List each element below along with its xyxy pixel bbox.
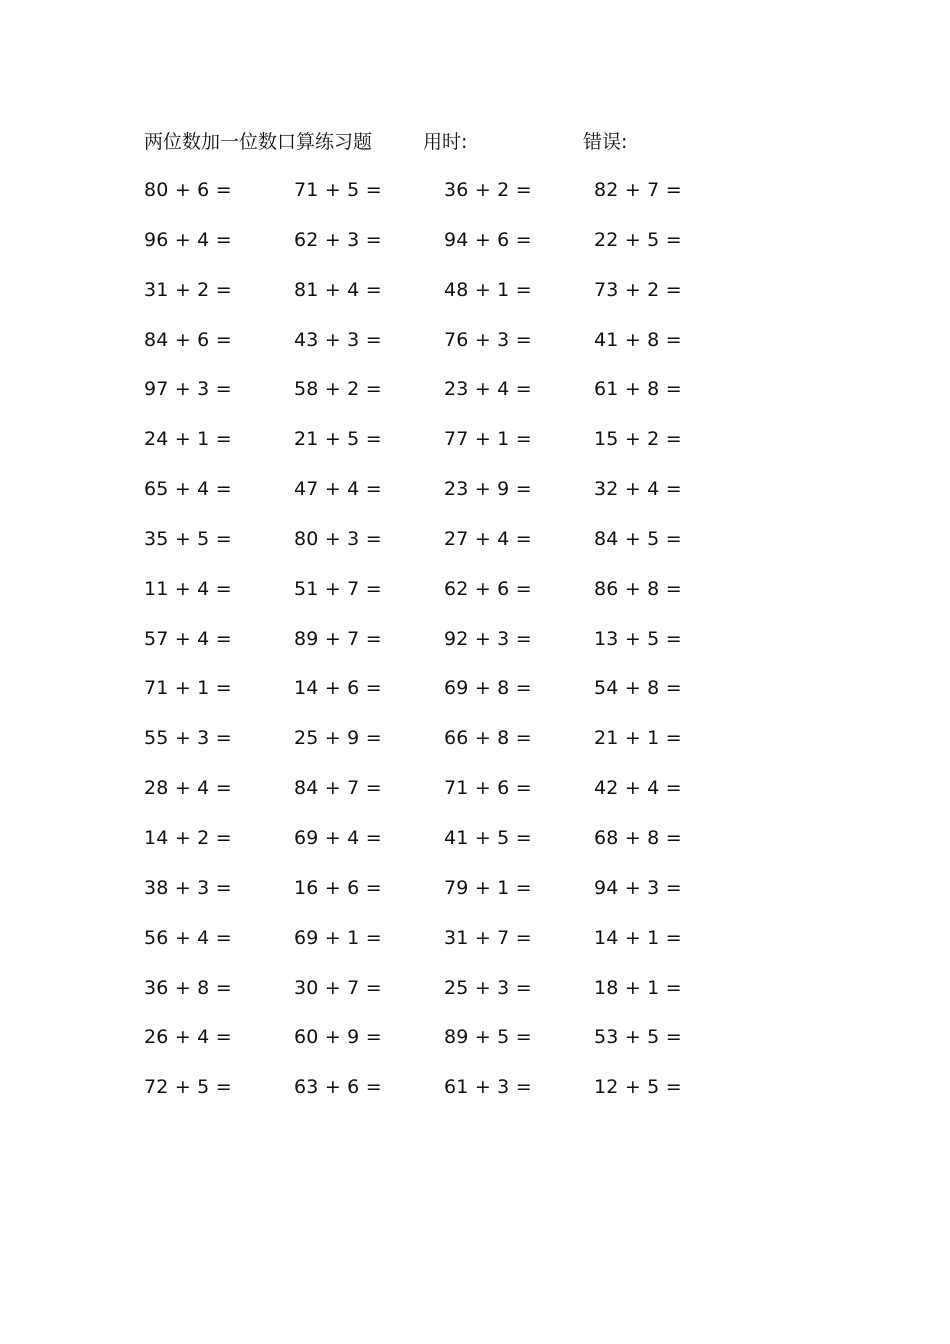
problem-item: 69 + 8 = (444, 677, 532, 700)
problem-item: 36 + 2 = (444, 179, 532, 201)
problem-item: 58 + 2 = (294, 378, 382, 401)
problem-item: 82 + 7 = (594, 179, 682, 201)
problem-item: 11 + 4 = (144, 577, 232, 600)
problem-item: 72 + 5 = (144, 1076, 232, 1099)
problem-item: 15 + 2 = (594, 428, 682, 451)
problem-grid (144, 176, 744, 1123)
problem-item: 41 + 5 = (444, 826, 532, 849)
problem-item: 23 + 9 = (444, 478, 532, 501)
problem-item: 14 + 6 = (294, 677, 382, 700)
problem-item: 94 + 3 = (594, 876, 682, 899)
problem-item: 28 + 4 = (144, 777, 232, 800)
problem-item: 53 + 5 = (594, 1026, 682, 1049)
problem-item: 81 + 4 = (294, 278, 382, 301)
problem-item: 25 + 9 = (294, 727, 382, 750)
worksheet-header (144, 128, 704, 156)
problem-item: 43 + 3 = (294, 328, 382, 351)
problem-item: 32 + 4 = (594, 478, 682, 501)
problem-item: 65 + 4 = (144, 478, 232, 501)
problem-item: 84 + 5 = (594, 527, 682, 550)
problem-item: 31 + 7 = (444, 926, 532, 949)
problem-item: 71 + 5 = (294, 179, 382, 201)
problem-item: 89 + 7 = (294, 627, 382, 650)
problem-item: 61 + 8 = (594, 378, 682, 401)
problem-item: 31 + 2 = (144, 278, 232, 301)
problem-item: 42 + 4 = (594, 777, 682, 800)
problem-item: 22 + 5 = (594, 228, 682, 251)
time-label: 用时: (423, 131, 468, 153)
problem-item: 80 + 6 = (144, 179, 232, 201)
problem-item: 97 + 3 = (144, 378, 232, 401)
problem-item: 77 + 1 = (444, 428, 532, 451)
problem-item: 61 + 3 = (444, 1076, 532, 1099)
problem-item: 55 + 3 = (144, 727, 232, 750)
problem-item: 62 + 3 = (294, 228, 382, 251)
problem-item: 36 + 8 = (144, 976, 232, 999)
problem-item: 21 + 1 = (594, 727, 682, 750)
problem-item: 71 + 1 = (144, 677, 232, 700)
problem-item: 12 + 5 = (594, 1076, 682, 1099)
problem-item: 92 + 3 = (444, 627, 532, 650)
problem-item: 16 + 6 = (294, 876, 382, 899)
problem-item: 84 + 7 = (294, 777, 382, 800)
problem-item: 26 + 4 = (144, 1026, 232, 1049)
problem-item: 18 + 1 = (594, 976, 682, 999)
worksheet-title: 两位数加一位数口算练习题 (144, 131, 373, 153)
problem-item: 41 + 8 = (594, 328, 682, 351)
problem-item: 48 + 1 = (444, 278, 532, 301)
problem-item: 79 + 1 = (444, 876, 532, 899)
problem-item: 14 + 2 = (144, 826, 232, 849)
problem-item: 51 + 7 = (294, 577, 382, 600)
problem-item: 80 + 3 = (294, 527, 382, 550)
problem-item: 27 + 4 = (444, 527, 532, 550)
problem-item: 96 + 4 = (144, 228, 232, 251)
problem-item: 60 + 9 = (294, 1026, 382, 1049)
problem-item: 63 + 6 = (294, 1076, 382, 1099)
problem-item: 24 + 1 = (144, 428, 232, 451)
problem-item: 13 + 5 = (594, 627, 682, 650)
problem-item: 54 + 8 = (594, 677, 682, 700)
problem-item: 23 + 4 = (444, 378, 532, 401)
problem-item: 21 + 5 = (294, 428, 382, 451)
problem-item: 30 + 7 = (294, 976, 382, 999)
problem-item: 94 + 6 = (444, 228, 532, 251)
problem-item: 68 + 8 = (594, 826, 682, 849)
problem-item: 73 + 2 = (594, 278, 682, 301)
problem-item: 89 + 5 = (444, 1026, 532, 1049)
problem-item: 84 + 6 = (144, 328, 232, 351)
problem-item: 47 + 4 = (294, 478, 382, 501)
problem-item: 25 + 3 = (444, 976, 532, 999)
problem-item: 14 + 1 = (594, 926, 682, 949)
problem-item: 66 + 8 = (444, 727, 532, 750)
problem-item: 35 + 5 = (144, 527, 232, 550)
problem-item: 38 + 3 = (144, 876, 232, 899)
errors-label: 错误: (583, 131, 628, 153)
problem-item: 57 + 4 = (144, 627, 232, 650)
problem-item: 62 + 6 = (444, 577, 532, 600)
problem-item: 69 + 1 = (294, 926, 382, 949)
problem-item: 69 + 4 = (294, 826, 382, 849)
problem-item: 71 + 6 = (444, 777, 532, 800)
problem-item: 76 + 3 = (444, 328, 532, 351)
problem-item: 56 + 4 = (144, 926, 232, 949)
problem-item: 86 + 8 = (594, 577, 682, 600)
